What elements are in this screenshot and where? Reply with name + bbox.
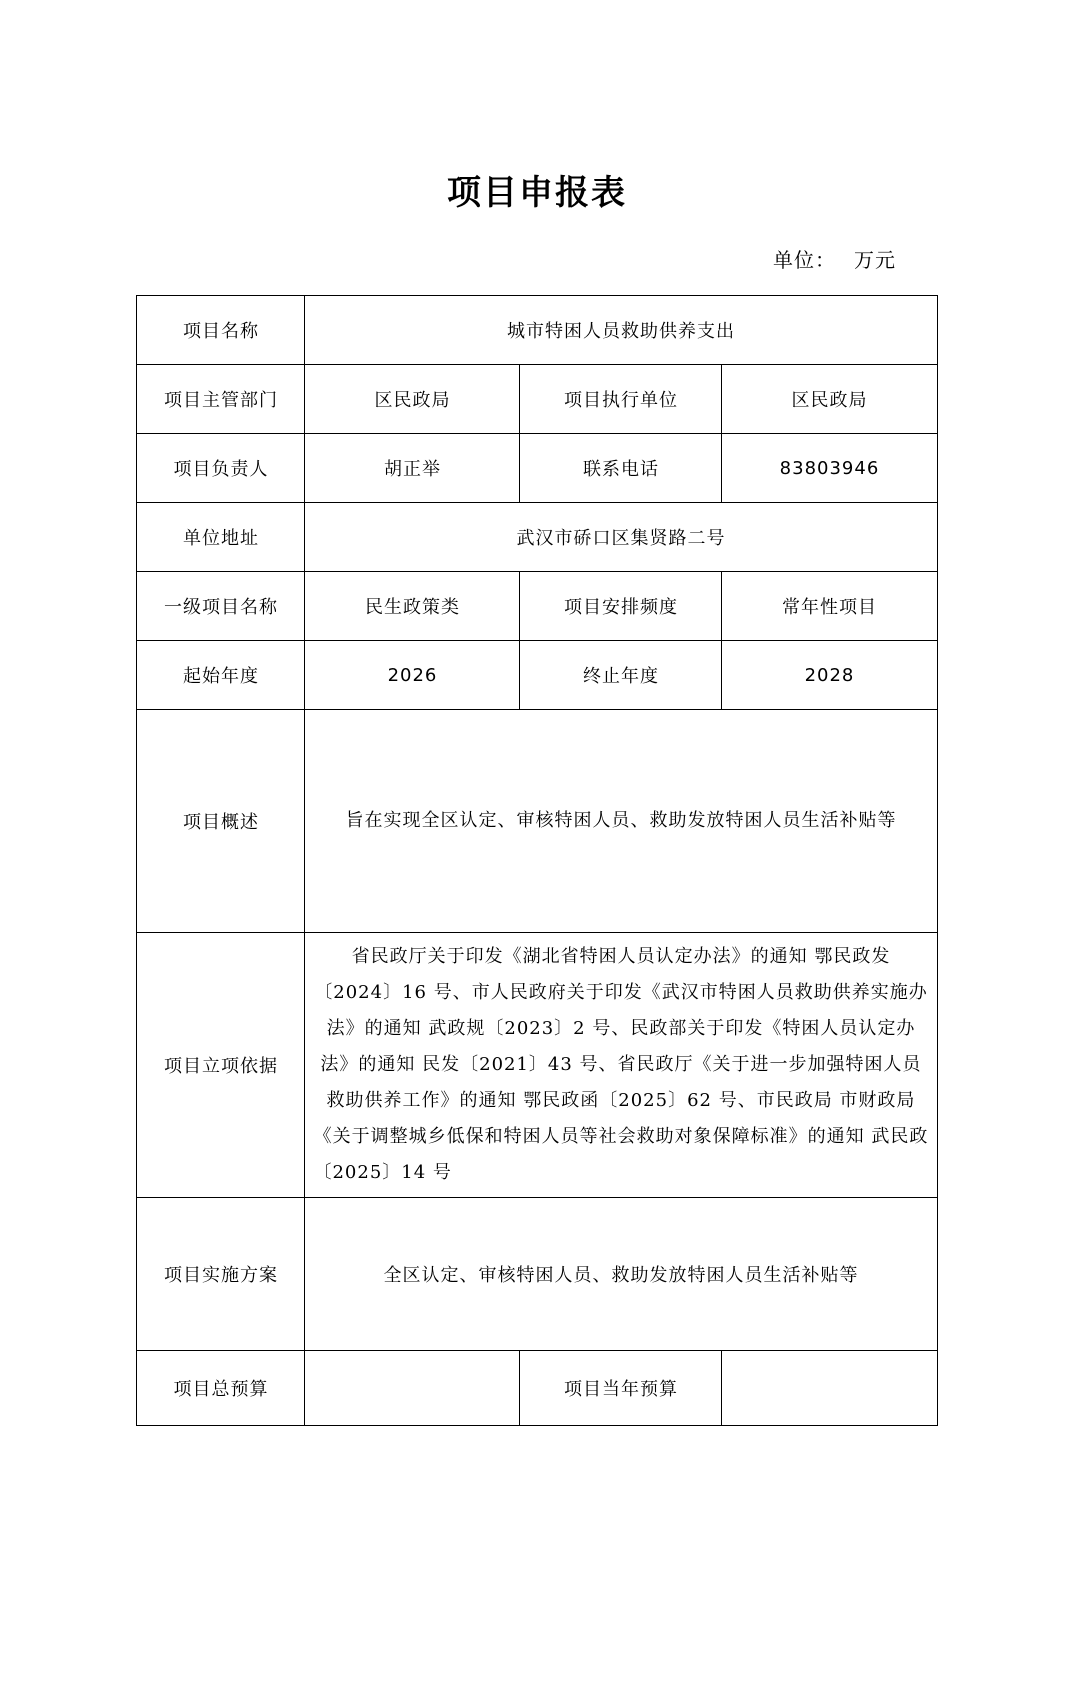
table-row: [137, 572, 937, 641]
plan-label: 项目实施方案: [137, 1198, 305, 1351]
unit-label: 单位：: [773, 248, 836, 272]
project-name-value: 城市特困人员救助供养支出: [305, 296, 937, 365]
table-row: [137, 296, 937, 365]
owner-value: 胡正举: [305, 434, 520, 503]
frequency-value: 常年性项目: [722, 572, 937, 641]
total-budget-value: [305, 1351, 520, 1426]
address-value: 武汉市硚口区集贤路二号: [305, 503, 937, 572]
end-year-value: 2028: [722, 641, 937, 710]
table-row: [137, 434, 937, 503]
owner-label: 项目负责人: [137, 434, 305, 503]
year-budget-label: 项目当年预算: [520, 1351, 722, 1426]
phone-label: 联系电话: [520, 434, 722, 503]
exec-unit-value: 区民政局: [722, 365, 937, 434]
basis-label: 项目立项依据: [137, 933, 305, 1198]
dept-label: 项目主管部门: [137, 365, 305, 434]
dept-value: 区民政局: [305, 365, 520, 434]
basis-value: 省民政厅关于印发《湖北省特困人员认定办法》的通知 鄂民政发〔2024〕16 号、市人民政府关于印发《武汉市特困人员救助供养实施办法》的通知 武政规〔2023〕2 号、民政部关于印发《特困人员认定办法》的通知 民发〔2021〕43 号、省民政厅《关于进一步加强特困人员救助供养工作》的通知 鄂民政函〔2025〕62 号、市民政局 市财政局《关于调整城乡低保和特困人员等社会救助对象保障标准》的通知 武民政〔2025〕14 号: [305, 933, 937, 1198]
project-name-label: 项目名称: [137, 296, 305, 365]
exec-unit-label: 项目执行单位: [520, 365, 722, 434]
start-year-value: 2026: [305, 641, 520, 710]
frequency-label: 项目安排频度: [520, 572, 722, 641]
overview-value: 旨在实现全区认定、审核特困人员、救助发放特困人员生活补贴等: [305, 710, 937, 933]
table-row: [137, 641, 937, 710]
end-year-label: 终止年度: [520, 641, 722, 710]
table-row: [137, 365, 937, 434]
table-row: [137, 503, 937, 572]
document-page: [0, 165, 1074, 1685]
project-application-table: [136, 295, 937, 1426]
plan-value: 全区认定、审核特困人员、救助发放特困人员生活补贴等: [305, 1198, 937, 1351]
start-year-label: 起始年度: [137, 641, 305, 710]
table-row: [137, 1351, 937, 1426]
unit-line: [0, 244, 1074, 273]
table-row: [137, 933, 937, 1198]
unit-value: 万元: [854, 248, 896, 272]
table-row: [137, 710, 937, 933]
level1-value: 民生政策类: [305, 572, 520, 641]
phone-value: 83803946: [722, 434, 937, 503]
overview-label: 项目概述: [137, 710, 305, 933]
address-label: 单位地址: [137, 503, 305, 572]
level1-label: 一级项目名称: [137, 572, 305, 641]
total-budget-label: 项目总预算: [137, 1351, 305, 1426]
table-row: [137, 1198, 937, 1351]
year-budget-value: [722, 1351, 937, 1426]
page-title: 项目申报表: [447, 173, 627, 213]
